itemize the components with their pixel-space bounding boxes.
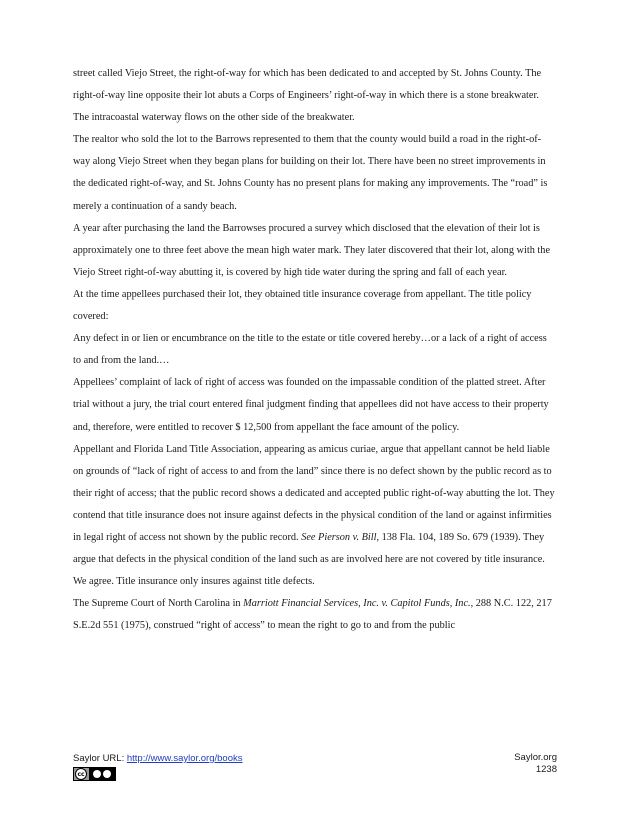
cc-attribution-dot (93, 770, 101, 778)
page-footer (73, 752, 557, 782)
footer-page-info (514, 752, 557, 776)
paragraph-6-text: Appellees’ complaint of lack of right of access was founded on the impassable condition of the platted street. After trial without a jury, the trial court entered final judgment finding that appellees did not have access to their property and, therefore, were entitled to recover $ 12,500 from appellant the face amount of the policy. (73, 377, 549, 433)
cc-circle: cc (75, 768, 87, 780)
paragraph-8-text-a: The Supreme Court of North Carolina in (73, 598, 244, 610)
paragraph-2-text: The realtor who sold the lot to the Barrows represented to them that the county would build a road in the right-of-way along Viejo Street when they began plans for building on their lot. There have been no street improvements in the dedicated right-of-way, and St. Johns County has no present plans for making any improvements. The “road” is merely a continuation of a sandy beach. (73, 134, 548, 212)
cc-by-strip (89, 768, 115, 780)
page-number: 1238 (535, 764, 557, 775)
policy-quote (73, 328, 555, 372)
paragraph-8 (73, 593, 555, 637)
footer-source (73, 752, 243, 765)
paragraph-3-text: A year after purchasing the land the Barrowses procured a survey which disclosed that the elevation of their lot is approximately one to three feet above the mean high water mark. They later discovered that their lot, along with the Viejo Street right-of-way abutting it, is covered by high tide water during the spring and fall of each year. (73, 222, 551, 278)
body-text (73, 63, 555, 637)
case-citation-marriott: Marriott Financial Services, Inc. v. Capitol Funds, Inc. (243, 598, 471, 610)
policy-quote-text: Any defect in or lien or encumbrance on the title to the estate or title covered hereby…or a lack of a right of access to and from the land.… (73, 333, 547, 367)
footer-site-name: Saylor.org (514, 752, 557, 763)
paragraph-8-text-b: , 288 N.C. 122, 217 S.E.2d 551 (1975), construed “right of access” to mean the right to go to and from the public (73, 598, 552, 632)
case-citation-pierson: See Pierson v. Bill (301, 531, 377, 543)
paragraph-1 (73, 63, 555, 129)
paragraph-2 (73, 129, 555, 217)
cc-attribution-dot (103, 770, 111, 778)
paragraph-7-text-a: Appellant and Florida Land Title Association, appearing as amicus curiae, argue that appellant cannot be held liable on grounds of “lack of right of access to and from the land” since there is no defect shown by the public record as to their right of access; that the public record shows a dedicated and accepted public right-of-way abutting the lot. They contend that title insurance does not insure against defects in the physical condition of the land or against infirmities in legal right of access not shown by the public record. (73, 443, 555, 543)
creative-commons-by-icon (73, 767, 116, 781)
paragraph-6 (73, 372, 555, 438)
paragraph-4 (73, 284, 555, 328)
paragraph-3 (73, 218, 555, 284)
paragraph-1-text: street called Viejo Street, the right-of-way for which has been dedicated to and accepted by St. Johns County. The right-of-way line opposite their lot abuts a Corps of Engineers’ right-of-way in which there is a stone breakwater. The intracoastal waterway flows on the other side of the breakwater. (73, 68, 542, 124)
paragraph-7-text-b: , 138 Fla. 104, 189 So. 679 (1939). They argue that defects in the physical condition of the land such as are involved here are not covered by title insurance. We agree. Title insurance only insures against title defects. (73, 531, 545, 588)
paragraph-4-text: At the time appellees purchased their lot, they obtained title insurance coverage from appellant. The title policy covered: (73, 288, 532, 323)
paragraph-7 (73, 439, 555, 594)
footer-url-label: Saylor URL: (73, 753, 127, 764)
saylor-books-link[interactable]: http://www.saylor.org/books (126, 753, 243, 764)
